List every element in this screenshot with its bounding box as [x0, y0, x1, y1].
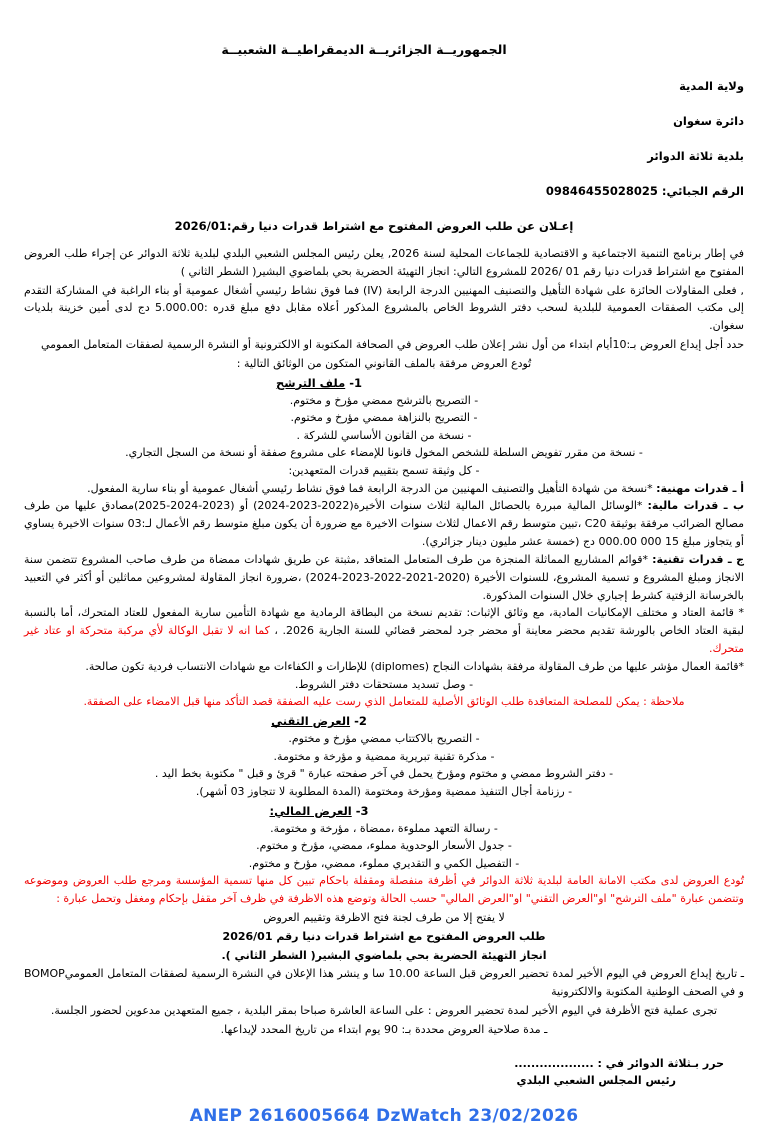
section-3-items: [24, 820, 744, 873]
list-item: - جدول الأسعار الوحدوية مملوء، ممضي، مؤرخ و مختوم.: [256, 839, 512, 853]
deadline-paragraph-2: [24, 1002, 744, 1020]
capacites-professionnelles: [24, 480, 744, 498]
envelope-caption-1-text: طلب العروض المفتوح مع اشتراط قدرات دنيا رقم 2026/01: [222, 929, 546, 943]
capacites-techniques: [24, 551, 744, 604]
workers-list-note: [24, 658, 744, 676]
section-2-title: العرض التقني: [271, 714, 351, 729]
capacites-professionnelles-text: *نسخة من شهادة التأهيل والتصنيف المهنيين من الدرجة الرابعة فما فوق نشاط رئيسي أشغال عمومية أو بناء سارية المفعول.: [87, 481, 653, 495]
fees-receipt-note: [24, 676, 744, 694]
capacites-financieres: [24, 497, 744, 550]
signature-place-date: حرر بـثلاثة الدوائر في : ...................: [514, 1056, 724, 1070]
fees-receipt-note-text: - وصل تسديد مستحقات دفتر الشروط.: [294, 677, 474, 691]
capacites-financieres-label: ب ـ قدرات مالية:: [647, 499, 745, 513]
list-item: - نسخة من مقرر تفويض السلطة للشخص المخول قانونا للإمضاء على مشروع صفقة أو نسخة من السجل التجاري.: [125, 446, 643, 460]
section-1-heading: [24, 376, 744, 390]
list-item: - التصريح بالاكتتاب ممضي مؤرخ و مختوم.: [288, 732, 480, 746]
envelope-caption-line-1: [24, 928, 744, 946]
envelope-closing-line: [24, 909, 744, 927]
deposit-instructions-text: تُودع العروض لدى مكتب الامانة العامة لبلدية ثلاثة الدوائر في أظرفة منفصلة ومقفلة باحكام تبين كل منها تسمية المؤسسة ومرجع طلب العروض وموضوعه وتتضمن عبارة "ملف الترشح" او"العرض التقني" او"العرض المالي" حسب الحالة وتوضع هذه الاظرفة في ظرف آخر مقفل بإحكام ومغفل وتحمل عبارة :: [24, 874, 744, 906]
capacites-financieres-text: *الوسائل المالية مبررة بالحصائل المالية لثلاث سنوات الأخيرة(2022-2023-2024) أو (2023-2024-2025)مصادق عليها من طرف مصالح الضرائب مرفقة بوثيقة C20 ،تبين متوسط رقم الاعمال لثلاث سنوات الاخيرة مع ضرورة أن يكون مبلغ متوسط رقم الأعمال لـ:03 سنوات الاخيرة يساوي أو يتجاوز مبلغ 15 000 000.00 دج (خمسة عشر مليون دينار جزائري).: [24, 499, 744, 549]
header-baladiya: بلدية ثلاثة الدوائر: [647, 149, 744, 163]
section-1-remark-text: ملاحظة : يمكن للمصلحة المتعاقدة طلب الوثائق الأصلية للمتعامل الذي رست عليه الصفقة قصد التأكد منها قبل الامضاء على الصفقة.: [83, 695, 685, 709]
deadline-p1-text: ـ تاريخ إيداع العروض في اليوم الأخير لمدة تحضير العروض قبل الساعة 10.00 سا و ينشر هذا الإعلان في النشرة الرسمية لصفقات المتعامل العموميBOMOP و في الصحف الوطنية المكتوبة والالكترونية: [24, 967, 744, 999]
header-republic-title: الجمهوريــة الجزائريــة الديمقراطيــة الشعبيــة: [221, 42, 507, 57]
section-1-number: 1-: [349, 375, 363, 390]
section-2-items: [24, 730, 744, 800]
deposit-instructions: [24, 872, 744, 908]
section-3-title: العرض المالي:: [269, 803, 352, 818]
section-3-heading: [24, 804, 744, 818]
envelope-caption-2-text: انجاز التهيئة الحضرية بحي بلماضوي البشير( الشطر الثاني ).: [221, 948, 547, 962]
header-wilaya: ولاية المدية: [679, 79, 744, 93]
intro-p3-text: حدد أجل إيداع العروض بـ:10أيام ابتداء من أول نشر إعلان طلب العروض في الصحافة المكتوبة او الالكترونية أو النشرة الرسمية لصفقات المتعامل العمومي: [40, 338, 744, 352]
header-admin-block: [24, 79, 744, 198]
list-item: - كل وثيقة تسمح بتقييم قدرات المتعهدين:: [288, 464, 480, 478]
list-item: - مذكرة تقنية تبريرية ممضية و مؤرخة و مختومة.: [273, 749, 495, 763]
list-item: - نسخة من القانون الأساسي للشركة .: [296, 428, 472, 442]
equipment-note-text: * قائمة العتاد و مختلف الإمكانيات المادية، مع وثائق الإثبات: تقديم نسخة من البطاقة الرمادية مع شهادة التأمين سارية المفعول للعتاد المتحرك، أما بالنسبة لبقية العتاد الخاص بالورشة تقديم محضر معاينة أو محضر جرد لمحضر قضائي للسنة الجارية 2026. ،: [24, 606, 744, 638]
equipment-note: [24, 604, 744, 657]
intro-p4-text: تُودع العروض مرفقة بالملف القانوني المتكون من الوثائق التالية :: [236, 356, 532, 370]
announcement-title: إعـلان عن طلب العروض المفتوح مع اشتراط قدرات دنيا رقم:2026/01: [174, 219, 574, 233]
intro-p2-text: , فعلى المقاولات الحائزة على شهادة التأهيل والتصنيف المهنيين الدرجة الرابعة (IV) فما فوق نشاط رئيسي أشغال عمومية أو بناء الراغبة في المشاركة التقدم إلى مكتب الصفقات العمومية للبلدية لسحب دفتر الشروط الخاص بالمشروع المذكور أعلاه مقابل دفع مبلغ قدره :5.000.00 دج لدى أمين خزينة بلديات سغوان.: [24, 283, 744, 333]
section-3-number: 3-: [355, 803, 369, 818]
intro-p1-text: في إطار برنامج التنمية الاجتماعية و الاقتصادية للجماعات المحلية لسنة 2026, يعلن رئيس المجلس الشعبي البلدي لبلدية ثلاثة الدوائر عن إجراء طلب العروض المفتوح مع اشتراط قدرات دنيا رقم 01 /2026 للمشروع التالي: انجاز التهيئة الحضرية بحي بلماضوي البشير( الشطر الثاني ): [24, 247, 744, 278]
anep-footer: [0, 1106, 768, 1126]
workers-list-note-text: *قائمة العمال مؤشر عليها من طرف المقاولة مرفقة بشهادات النجاح (diplomes) للإطارات و الكفاءات مع شهادات الانتساب فردية تكون صالحة.: [85, 659, 744, 673]
section-2-heading: [24, 714, 744, 728]
signature-block: [394, 1055, 744, 1089]
header-daira: دائرة سغوان: [673, 114, 744, 128]
section-2-number: 2-: [354, 714, 367, 729]
section-1-items: [24, 392, 744, 480]
deadline-paragraph-3: [24, 1021, 744, 1039]
intro-paragraph-3: [24, 336, 744, 354]
capacites-techniques-text: *قوائم المشاريع المماثلة المنجزة من طرف المتعامل المتعاقد ,مثبتة عن طريق شهادات ممضاة من طرف صاحب المشروع تتضمن سنة الانجاز ومبلغ المشروع و تسمية المشروع، للسنوات الأخيرة (2020-2021-2022-2023-2024) ،ضرورة انجاز المقاولة لمشروعين مماثلين أو أكثر في التعبيد بالخرسانة الزفتية كشرط إجباري خلال السنوات المذكورة.: [24, 552, 744, 602]
capacites-professionnelles-label: أ ـ قدرات مهنية:: [656, 481, 744, 495]
anep-reference: ANEP 2616005664 DzWatch 23/02/2026: [189, 1106, 579, 1126]
capacites-techniques-label: ج ـ قدرات تقنية:: [652, 552, 744, 566]
intro-paragraph-1: [24, 245, 744, 281]
list-item: - رسالة التعهد مملوءة ،ممضاة ، مؤرخة و مختومة.: [270, 821, 498, 835]
envelope-closing-text: لا يفتح إلا من طرف لجنة فتح الاظرفة وتقييم العروض: [263, 911, 505, 924]
signature-role: رئيس المجلس الشعبي البلدي: [516, 1073, 676, 1087]
deadline-p3-text: ـ مدة صلاحية العروض محددة بـ: 90 يوم ابتداء من تاريخ المحدد لإيداعها.: [220, 1022, 548, 1036]
envelope-caption-line-2: [24, 947, 744, 965]
list-item: - التصريح بالنزاهة ممضي مؤرخ و مختوم.: [290, 411, 478, 425]
section-1-title: ملف الترشح: [275, 375, 346, 390]
section-1-remark: [24, 693, 744, 711]
header-fiscal-number: الرقم الجبائي: 09846455028025: [545, 184, 744, 198]
intro-paragraph-4: [24, 355, 744, 373]
deadline-paragraph-1: [24, 965, 744, 1001]
equipment-note-warning: كما انه لا تقبل الوكالة لأي مركبة متحركة او عتاد غير متحرك.: [24, 624, 744, 655]
deadline-p2-text: تجرى عملية فتح الأظرفة في اليوم الأخير لمدة تحضير العروض : على الساعة العاشرة صباحا بمقر البلدية ، جميع المتعهدين مدعوين لحضور الجلسة.: [50, 1004, 718, 1018]
list-item: - التصريح بالترشح ممضي مؤرخ و مختوم.: [289, 393, 479, 407]
list-item: - رزنامة أجال التنفيذ ممضية ومؤرخة ومختومة (المدة المطلوبة لا تتجاوز 03 أشهر).: [195, 785, 573, 798]
intro-paragraph-2: [24, 282, 744, 335]
list-item: - دفتر الشروط ممضي و مختوم ومؤرخ يحمل في آخر صفحته عبارة " قرئ و قبل " مكتوبة بخط اليد .: [154, 767, 614, 781]
list-item: - التفصيل الكمي و التقديري مملوء، ممضي، مؤرخ و مختوم.: [248, 856, 520, 870]
